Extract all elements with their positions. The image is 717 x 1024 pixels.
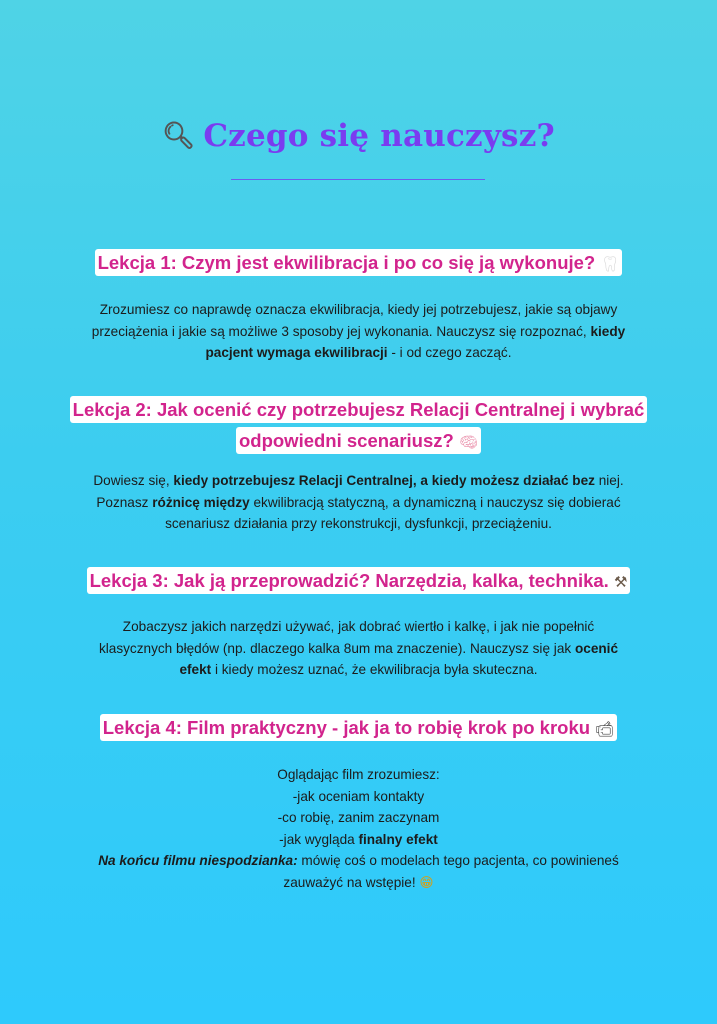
magnifier-icon: 🔍︎ — [162, 121, 196, 151]
lesson-3-body: Zobaczysz jakich narzędzi używać, jak dobrać wiertło i kalkę, i jak nie popełnić klasycznych błędów (np. dlaczego kalka 8um ma znaczenie). Nauczysz się jak ocenić efekt i kiedy możesz uznać, że ekwilibracja była skuteczna. — [98, 619, 619, 677]
lesson-1-body: Zrozumiesz co naprawdę oznacza ekwilibracja, kiedy jej potrzebujesz, jakie są objawy przeciążenia i jakie są możliwe 3 sposoby jej wykonania. Nauczysz się rozpoznać, kiedy pacjent wymaga ekwilibracji - i od czego zacząć. — [91, 302, 626, 360]
video-camera-icon: 📹︎ — [595, 721, 615, 738]
title-divider — [231, 179, 485, 180]
tooth-icon: 🦷︎ — [600, 256, 620, 273]
surprise-label: Na końcu filmu niespodzianka: — [98, 853, 298, 868]
lesson-1-heading: Lekcja 1: Czym jest ekwilibracja i po co się ją wykonuje? 🦷︎ — [0, 247, 717, 280]
tools-icon: ⚒︎ — [613, 574, 628, 591]
lesson-3-heading: Lekcja 3: Jak ją przeprowadzić? Narzędzia, kalka, technika. ⚒︎ — [0, 565, 717, 598]
lesson-4-body: Oglądając film zrozumiesz: -jak oceniam kontakty -co robię, zanim zaczynam -jak wygląda finalny efekt Na końcu filmu niespodzianka: mówię coś o modelach tego pacjenta, co powinieneś zauważyć na wstępie! 😁︎ — [98, 767, 619, 890]
lesson-2-body: Dowiesz się, kiedy potrzebujesz Relacji Centralnej, a kiedy możesz działać bez niej. Poznasz różnicę między ekwilibracją statyczną, a dynamiczną i nauczysz się dobierać scenariusz działania przy rekonstrukcji, dysfunkcji, przeciążeniu. — [93, 473, 624, 531]
lesson-2-heading: Lekcja 2: Jak ocenić czy potrzebujesz Relacji Centralnej i wybrać odpowiedni scenariusz? 🧠︎ — [0, 394, 717, 458]
lesson-4-heading: Lekcja 4: Film praktyczny - jak ja to robię krok po kroku 📹︎ — [0, 712, 717, 745]
grin-icon: 😁︎ — [419, 874, 434, 890]
page-title — [0, 118, 717, 154]
brain-icon: 🧠︎ — [458, 434, 479, 451]
page-title-text: Czego się nauczysz? — [203, 118, 555, 154]
